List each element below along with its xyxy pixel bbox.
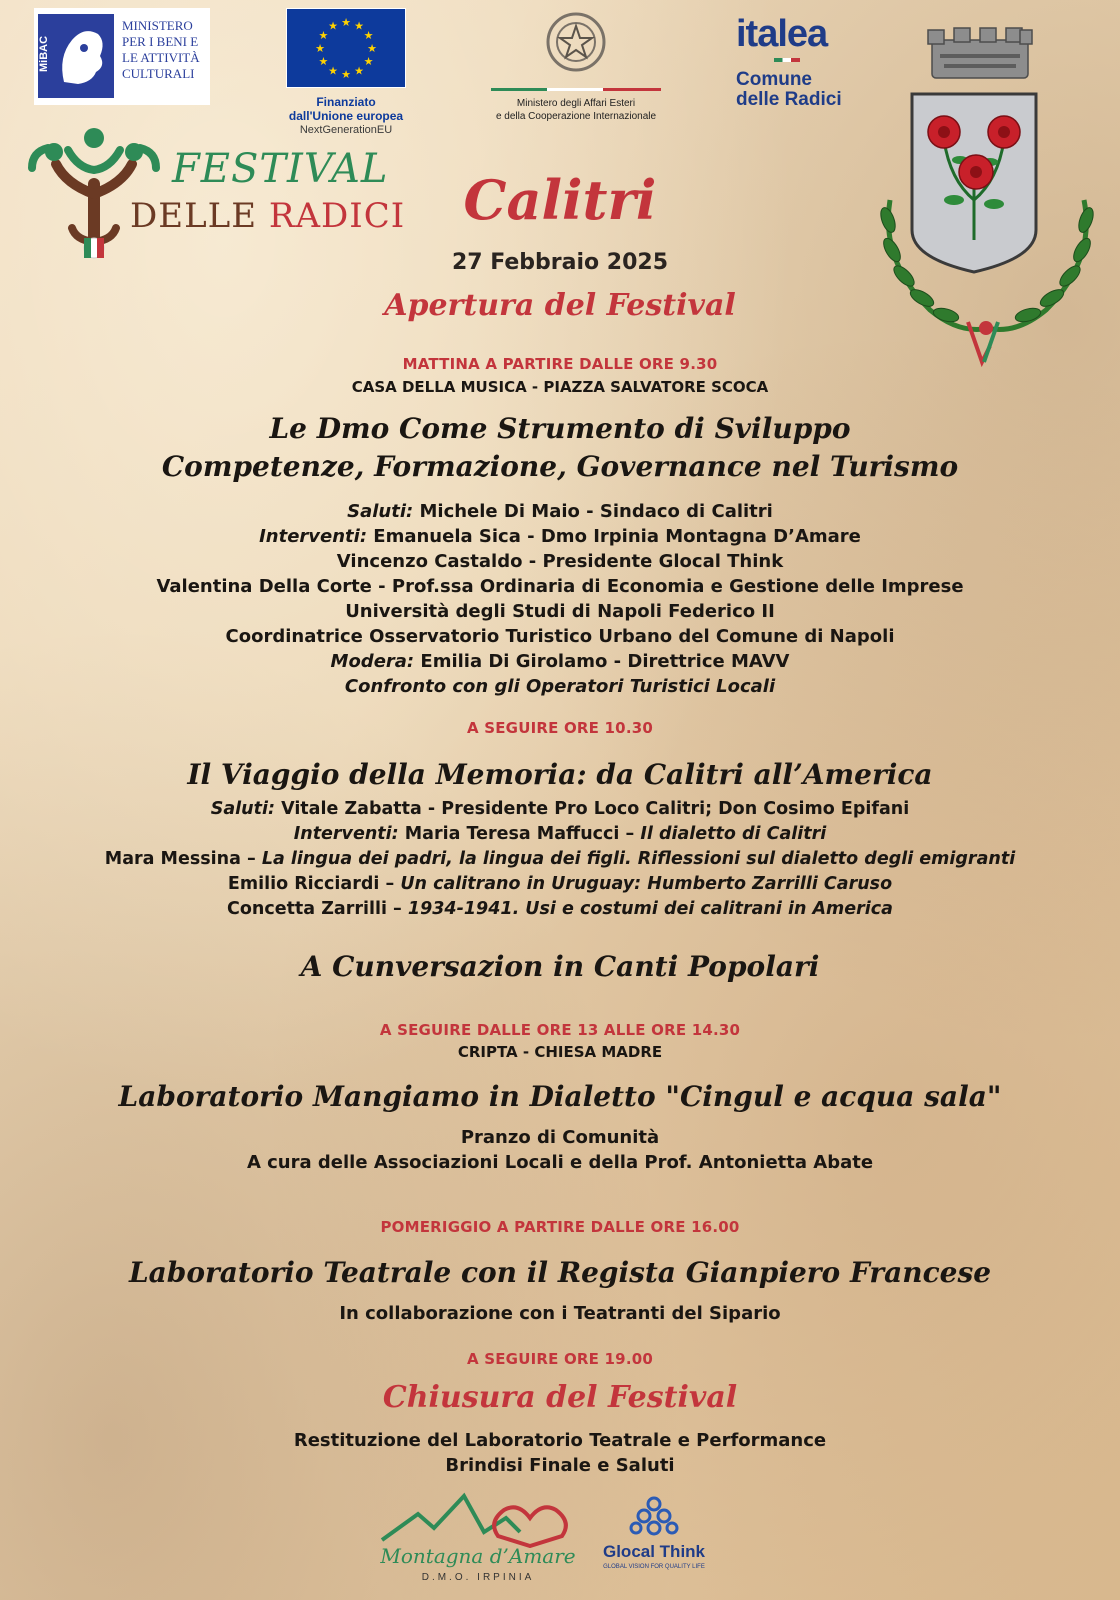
eu-line-2: dall'Unione europea	[288, 109, 404, 123]
session2-line-4: Emilio Ricciardi – Un calitrano in Uruguay: Humberto Zarrilli Caruso	[227, 874, 893, 894]
session1-title-1: Le Dmo Come Strumento di Sviluppo	[269, 412, 851, 445]
city-title: Calitri	[463, 168, 657, 232]
italian-emblem-icon	[544, 8, 608, 78]
session5-line-2: Brindisi Finale e Saluti	[445, 1455, 675, 1476]
eu-star-icon: ★	[341, 68, 351, 81]
session4-time: POMERIGGIO A PARTIRE DALLE ORE 16.00	[380, 1218, 740, 1236]
glocal-sub: GLOBAL VISION FOR QUALITY LIFE	[603, 1564, 705, 1570]
session5-lines	[0, 1428, 1120, 1478]
session3-line-2: A cura delle Associazioni Locali e della Prof. Antonietta Abate	[246, 1152, 874, 1173]
mibac-line-1: MINISTERO	[122, 18, 193, 33]
session2-title: Il Viaggio della Memoria: da Calitri all’America	[187, 758, 933, 791]
glocal-name: Glocal Think	[602, 1542, 706, 1561]
session1-interventi	[0, 524, 1120, 549]
modera-label: Modera:	[330, 651, 415, 672]
modera-text: Emilia Di Girolamo - Direttrice MAVV	[414, 651, 790, 672]
interventi-text: Emanuela Sica - Dmo Irpinia Montagna D’Amare	[367, 526, 861, 547]
session5-title: Chiusura del Festival	[382, 1380, 738, 1415]
montagna-sub: D.M.O. IRPINIA	[421, 1572, 535, 1583]
event-date: 27 Febbraio 2025	[451, 250, 669, 275]
session2-saluti: Saluti: Vitale Zabatta - Presidente Pro Loco Calitri; Don Cosimo Epifani	[210, 799, 910, 819]
mibac-logo	[34, 8, 210, 105]
session2-line-5: Concetta Zarrilli – 1934-1941. Usi e costumi dei calitrani in America	[227, 899, 893, 919]
session1-venue: CASA DELLA MUSICA - PIAZZA SALVATORE SCOCA	[351, 378, 769, 396]
eu-star-icon: ★	[354, 19, 364, 33]
session1-confronto: Confronto con gli Operatori Turistici Locali	[344, 676, 776, 697]
eu-star-icon: ★	[341, 16, 351, 29]
session4-title: Laboratorio Teatrale con il Regista Gianpiero Francese	[128, 1256, 992, 1289]
mibac-emblem	[38, 14, 114, 98]
eu-star-icon: ★	[367, 42, 377, 55]
montagna-name: Montagna d’Amare	[380, 1544, 576, 1568]
eu-line-3: NextGenerationEU	[299, 124, 393, 136]
eu-star-icon: ★	[318, 55, 329, 68]
session3-title: Laboratorio Mangiamo in Dialetto "Cingul e acqua sala"	[118, 1080, 1002, 1113]
eu-star-icon: ★	[318, 29, 329, 42]
session2-lines	[0, 797, 1120, 922]
session1-line-4: Valentina Della Corte - Prof.ssa Ordinaria di Economia e Gestione delle Imprese	[156, 576, 964, 597]
mibac-side-text: MiBAC	[38, 35, 51, 73]
session2-line-3: Mara Messina – La lingua dei padri, la lingua dei figli. Riflessioni sul dialetto degli emigranti	[104, 849, 1016, 869]
italea-tricolor-icon	[774, 58, 800, 62]
eu-line-1: Finanziato	[316, 95, 376, 109]
maeci-logo	[484, 8, 668, 133]
eu-star-icon: ★	[315, 42, 325, 55]
mibac-line-2: PER I BENI E	[122, 34, 199, 49]
session1-line-3: Vincenzo Castaldo - Presidente Glocal Think	[336, 551, 784, 572]
mibac-line-4: CULTURALI	[122, 66, 195, 81]
saluti-label: Saluti:	[347, 501, 414, 522]
maeci-line-2: e della Cooperazione Internazionale	[495, 111, 657, 122]
eu-star-icon: ★	[363, 29, 374, 42]
mibac-line-3: LE ATTIVITÀ	[122, 50, 200, 65]
italea-line-2: delle Radici	[736, 89, 842, 110]
interventi-label: Interventi:	[259, 526, 368, 547]
session5-time: A SEGUIRE ORE 19.00	[467, 1350, 653, 1368]
session1-line-5: Università degli Studi di Napoli Federico II	[345, 601, 775, 622]
session1-lines	[0, 499, 1120, 699]
session1-title-2: Competenze, Formazione, Governance nel Turismo	[161, 450, 959, 483]
session5-line-1: Restituzione del Laboratorio Teatrale e Performance	[293, 1430, 827, 1451]
eu-star-icon: ★	[354, 64, 364, 78]
eu-star-icon: ★	[328, 19, 338, 33]
eu-star-icon: ★	[363, 55, 374, 68]
italian-tricolor-bar	[491, 88, 661, 91]
mountains-heart-icon	[378, 1488, 578, 1548]
italea-line-1: Comune	[736, 69, 812, 90]
session2-interventi: Interventi: Maria Teresa Maffucci – Il dialetto di Calitri	[293, 824, 827, 844]
head-icon	[54, 22, 110, 92]
festival-word-1: FESTIVAL	[172, 146, 389, 192]
session3-time: A SEGUIRE DALLE ORE 13 ALLE ORE 14.30	[379, 1021, 741, 1039]
opening-title: Apertura del Festival	[384, 288, 736, 323]
eu-star-icon: ★	[328, 64, 338, 78]
glocal-think-logo	[594, 1494, 714, 1589]
eu-flag-icon	[286, 8, 406, 88]
italea-brand: italea	[736, 13, 828, 55]
session1-line-6: Coordinatrice Osservatorio Turistico Urbano del Comune di Napoli	[225, 626, 895, 647]
festival-word-radici: RADICI	[268, 196, 406, 236]
saluti-text: Michele Di Maio - Sindaco di Calitri	[413, 501, 773, 522]
session3-lines	[0, 1125, 1120, 1175]
session2-title-2: A Cunversazion in Canti Popolari	[300, 950, 820, 983]
maeci-line-1: Ministero degli Affari Esteri	[516, 98, 636, 109]
session1-modera	[0, 649, 1120, 674]
festival-word-delle: DELLE	[130, 196, 269, 236]
glocal-knot-icon	[629, 1494, 679, 1538]
session2-time: A SEGUIRE ORE 10.30	[467, 719, 653, 737]
montagna-damare-logo	[378, 1488, 578, 1593]
eu-logo	[276, 8, 416, 143]
session4-line-1: In collaborazione con i Teatranti del Sipario	[339, 1303, 781, 1324]
session3-venue: CRIPTA - CHIESA MADRE	[457, 1043, 663, 1061]
session1-saluti	[0, 499, 1120, 524]
italea-logo	[736, 14, 876, 124]
session3-line-1: Pranzo di Comunità	[460, 1127, 660, 1148]
session1-time: MATTINA A PARTIRE DALLE ORE 9.30	[402, 355, 718, 373]
